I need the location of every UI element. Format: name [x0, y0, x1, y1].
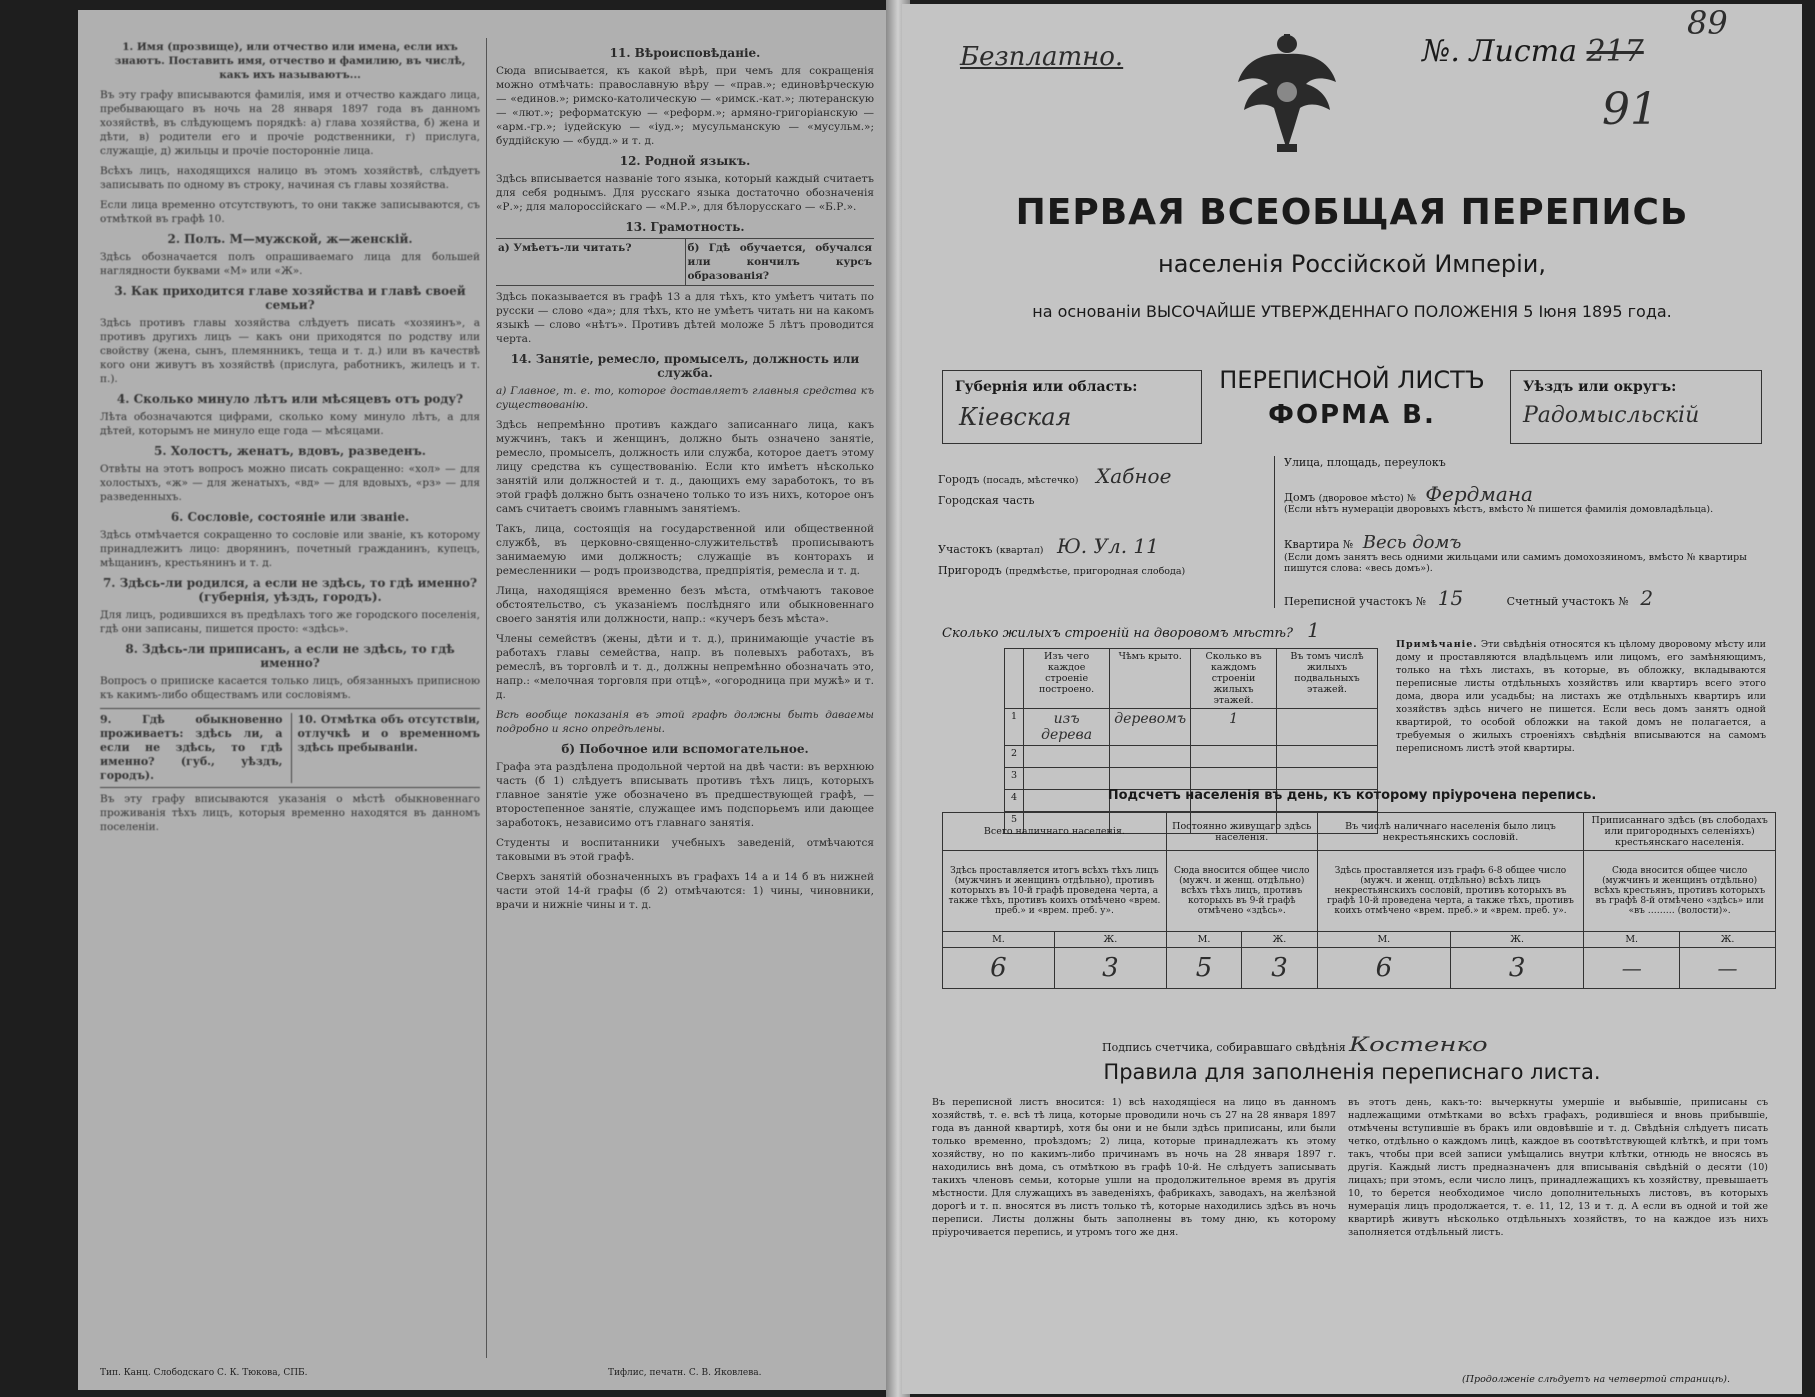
table-cell: Сюда вносится общее число (мужчинъ и женщинъ отдѣльно) всѣхъ крестьянъ, противъ которыхъ въ графѣ 8-й отмѣчено «здѣсь» или «въ ……… (волости)».: [1584, 851, 1776, 932]
table-row: [1005, 709, 1378, 746]
table-cell: —: [1584, 948, 1680, 989]
left-paragraph: Для лицъ, родившихся въ предѣлахъ того же городского поселенія, гдѣ они записаны, пишется просто: «здѣсь».: [100, 609, 480, 635]
city-hint: (посадъ, мѣстечко): [982, 475, 1079, 486]
uezd-value: Радомысльскій: [1523, 403, 1700, 428]
left-paragraph: Всѣ вообще показанія въ этой графѣ должны быть даваемы подробно и ясно опредѣлены.: [496, 709, 874, 735]
left-paragraph: Отвѣты на этотъ вопросъ можно писать сокращенно: «хол» — для холостыхъ, «ж» — для женатыхъ, «вд» — для вдовыхъ, «рз» — для разведенныхъ.: [100, 463, 480, 503]
table-cell: 3: [1054, 948, 1166, 989]
free-label: Безплатно.: [960, 42, 1124, 72]
left-heading: 9. Гдѣ обыкновенно проживаетъ: здѣсь ли, а если не здѣсь, то гдѣ именно? (губ., уѣздъ, городъ).: [100, 713, 283, 782]
left-heading: 7. Здѣсь-ли родился, а если не здѣсь, то гдѣ именно? (губернія, уѣздъ, городъ).: [102, 576, 478, 604]
district-value: Ю. Ул. 11: [1056, 534, 1159, 558]
column-divider: [486, 38, 487, 1358]
left-paragraph: Сюда вписывается, къ какой вѣрѣ, при чемъ для сокращенія можно отмѣчать: православную вѣру — «прав.»; единовѣрческую — «единов.»; римско-католическую — «римск.-кат.»; лютеранскую — «лют.»; реформатскую — «реформ.»; армяно-григоріанскую — «арм.-гр.»; іудейскую — «іуд.»; мусульманскую — «мусульм.»; буддійскую — «будд.» и т. д.: [496, 65, 874, 147]
left-page: [78, 10, 898, 1390]
left-paragraph: Лица, находящіяся временно безъ мѣста, отмѣчаютъ таковое обстоятельство, съ указаніемъ послѣдняго или обыкновеннаго своего занятія или должности, напр.: «кучеръ безъ мѣста».: [496, 585, 874, 625]
table-cell: [1276, 709, 1377, 746]
signature-label: Подпись счетчика, собиравшаго свѣдѣнія: [1102, 1041, 1346, 1054]
guberniya-value: Кіевская: [959, 403, 1072, 431]
table-row: [1005, 768, 1378, 790]
handwritten-number: 91: [1602, 84, 1658, 135]
male-header: М.: [1584, 932, 1680, 948]
buildings-value: 1: [1307, 618, 1320, 642]
suburb-field: [938, 564, 1185, 577]
guberniya-box: [942, 370, 1202, 444]
corner-handwritten-number: 89: [1687, 4, 1728, 42]
row-number: 5: [1005, 812, 1024, 834]
table-cell: [1110, 746, 1191, 768]
sheet-number: 217: [1586, 34, 1644, 69]
left-paragraph: Здѣсь противъ главы хозяйства слѣдуетъ писать «хозяинъ», а противъ другихъ лицъ — какъ они приходятся по родству или свойству (жена, сынъ, племянникъ, теща и т. д.) или въ качествѣ кого они живутъ въ хозяйствѣ (прислуга, работникъ, жилецъ и т. п.).: [100, 317, 480, 385]
table-cell: 6: [1317, 948, 1450, 989]
right-page: [902, 4, 1802, 1394]
left-heading: 6. Сословіе, состояніе или званіе.: [170, 510, 410, 524]
house-field: [1284, 482, 1774, 506]
left-heading: а) Умѣетъ-ли читать?: [498, 242, 632, 254]
table-row: [1005, 746, 1378, 768]
left-heading: б) Побочное или вспомогательное.: [561, 742, 809, 756]
census-district-value: 15: [1437, 586, 1464, 610]
left-paragraph: Здѣсь отмѣчается сокращенно то сословіе или званіе, къ которому принадлежитъ лицо: дворянинъ, почетный гражданинъ, купецъ, мѣщанинъ, крестьянинъ и т. д.: [100, 529, 480, 569]
census-basis: на основаніи ВЫСОЧАЙШЕ УТВЕРЖДЕННАГО ПОЛОЖЕНІЯ 5 Іюня 1895 года.: [1032, 302, 1672, 321]
left-paragraph: Графа эта раздѣлена продольной чертой на двѣ части: въ верхнюю часть (б 1) слѣдуетъ вписывать противъ тѣхъ лицъ, которыхъ главное занятіе уже обозначено въ предшествующей графѣ, — второстепенное занятіе, служащее имъ подспорьемъ или дающее заработокъ, независимо отъ главнаго занятія.: [496, 761, 874, 829]
form-title-block: [1202, 366, 1502, 430]
count-district-label: Счетный участокъ №: [1506, 595, 1629, 608]
table-row: [943, 948, 1776, 989]
left-heading: 2. Полъ. М—мужской, ж—женскій.: [167, 232, 413, 246]
table-cell: [1024, 746, 1110, 768]
flat-note: (Если домъ занятъ весь одними жильцами или самимъ домохозяиномъ, вмѣсто № квартиры пишутся слова: «весь домъ»).: [1284, 552, 1747, 574]
sheet-label: №. Листа: [1422, 34, 1577, 69]
guberniya-label: Губернія или область:: [955, 379, 1138, 395]
form-letter: ФОРМА В.: [1268, 400, 1436, 430]
census-district-label: Переписной участокъ №: [1284, 595, 1427, 608]
district-hint: (квартал): [996, 545, 1044, 556]
left-paragraph: Лѣта обозначаются цифрами, сколько кому минуло лѣтъ, а для дѣтей, которымъ не минуло еще года — мѣсяцами.: [100, 411, 480, 437]
table-row: [943, 932, 1776, 948]
left-footer-1: Тип. Канц. Слободскаго С. К. Тюкова, СПБ.: [100, 1368, 308, 1378]
female-header: Ж.: [1242, 932, 1317, 948]
table-header-cell: Чѣмъ крыто.: [1110, 649, 1191, 709]
buildings-table: [1004, 648, 1378, 834]
table-cell: 1: [1191, 709, 1277, 746]
buildings-question-row: [942, 618, 1320, 642]
table-header-cell: Сколько въ каждомъ строеніи жилыхъ этажей.: [1191, 649, 1277, 709]
flat-label: Квартира №: [1284, 538, 1354, 551]
table-cell: Здѣсь проставляется итогъ всѣхъ тѣхъ лицъ (мужчинъ и женщинъ отдѣльно), противъ которыхъ въ 10-й графѣ проведена черта, а также тѣхъ, противъ коихъ отмѣчено «врем. преб.» и «врем. преб. у».: [943, 851, 1167, 932]
left-heading: 4. Сколько минуло лѣтъ или мѣсяцевъ отъ роду?: [116, 392, 464, 406]
table-cell: [1024, 768, 1110, 790]
table-cell: 3: [1450, 948, 1583, 989]
census-district-field: [1284, 586, 1774, 610]
male-header: М.: [1317, 932, 1450, 948]
left-heading: 11. Вѣроисповѣданіе.: [609, 46, 761, 60]
left-heading: 13. Грамотность.: [625, 220, 745, 234]
table-cell: Сюда вносится общее число (мужч. и женщ. отдѣльно) всѣхъ тѣхъ лицъ, противъ которыхъ въ 9-й графѣ отмѣчено «здѣсь».: [1166, 851, 1317, 932]
table-header-row: [943, 813, 1776, 851]
left-paragraph: Здѣсь вписывается названіе того языка, который каждый считаетъ для себя роднымъ. Для русскаго языка достаточно обозначенія «Р.»; для малороссійскаго — «М.Р.», для бѣлорусскаго — «Б.Р.».: [496, 173, 874, 213]
male-header: М.: [1166, 932, 1241, 948]
buildings-note: [1396, 638, 1766, 755]
city-field: [938, 464, 1268, 488]
address-divider: [1274, 456, 1275, 608]
flat-value: Весь домъ: [1362, 532, 1462, 553]
table-cell: [1276, 768, 1377, 790]
left-paragraph: Здѣсь непремѣнно противъ каждаго записаннаго лица, какъ мужчинъ, такъ и женщинъ, должно быть означено занятіе, ремесло, промыселъ, должность или служба, которое даетъ этому лицу средства къ существованію. Если кто имѣетъ нѣсколько занятій или должностей и т. д., дающихъ ему заработокъ, то въ этой графѣ должно быть означено только то изъ нихъ, которое онъ самъ считаетъ своимъ главнымъ занятіемъ.: [496, 419, 874, 515]
rules-continuation: (Продолженіе слѣдуетъ на четвертой страницѣ).: [1462, 1374, 1730, 1385]
buildings-question: Сколько жилыхъ строеній на дворовомъ мѣстѣ?: [942, 626, 1293, 641]
table-cell: 6: [943, 948, 1055, 989]
left-intro: 1. Имя (прозвище), или отчество или имена, если ихъ знаютъ. Поставить имя, отчество и фамилию, въ числѣ, какъ ихъ называютъ...: [114, 41, 466, 81]
table-cell: —: [1680, 948, 1776, 989]
left-column-2: [496, 40, 874, 918]
house-hint: (дворовое мѣсто) №: [1318, 493, 1416, 504]
table-header-cell: Изъ чего каждое строеніе построено.: [1024, 649, 1110, 709]
left-paragraph: Всѣхъ лицъ, находящихся налицо въ этомъ хозяйствѣ, слѣдуетъ записывать по одному въ строку, начиная съ главы хозяйства.: [100, 165, 480, 191]
female-header: Ж.: [1450, 932, 1583, 948]
table-header-cell: [1005, 649, 1024, 709]
left-paragraph: а) Главное, т. е. то, которое доставляетъ главныя средства къ существованію.: [496, 385, 874, 411]
signature-row: [1102, 1032, 1488, 1056]
row-number: 3: [1005, 768, 1024, 790]
male-header: М.: [943, 932, 1055, 948]
street-label: Улица, площадь, переулокъ: [1284, 456, 1446, 469]
table-cell: 3: [1242, 948, 1317, 989]
count-district-value: 2: [1640, 586, 1654, 610]
table-cell: [1110, 768, 1191, 790]
left-paragraph: Здѣсь обозначается полъ опрашиваемаго лица для большей наглядности буквами «М» или «Ж».: [100, 251, 480, 277]
note-text: Эти свѣдѣнія относятся къ цѣлому дворовому мѣсту или дому и проставляются владѣльцемъ или лицомъ, его замѣняющимъ, только на тѣхъ листахъ, въ которые, въ обложку, вкладываются переписные листы отдѣльныхъ хозяйствъ или квартиръ всего этого дома, двора или усадьбы; на листахъ же отдѣльныхъ квартиръ или хозяйствъ здѣсь ничего не пишется. Если весь домъ занятъ одной квартирой, то особой обложки на такой домъ не полагается, а требуемыя о жилыхъ строеніяхъ свѣдѣнія вписываются на самомъ переписномъ листѣ этой квартиры.: [1396, 639, 1766, 754]
left-paragraph: Въ эту графу вписываются фамилія, имя и отчество каждаго лица, пребывающаго въ ночь на 28 января 1897 года въ данномъ хозяйствѣ, въ слѣдующемъ порядкѣ: а) глава хозяйства, б) жена и дѣти, в) родители его и прочіе родственники, г) прислуга, служащіе, д) жильцы и прочіе посторонніе лица.: [100, 89, 480, 157]
left-heading: 14. Занятіе, ремесло, промыселъ, должность или служба.: [510, 352, 860, 380]
flat-field: [1284, 532, 1461, 553]
house-note: (Если нѣтъ нумераціи дворовыхъ мѣстъ, вмѣсто № пишется фамилія домовладѣльца).: [1284, 504, 1714, 515]
table-cell: Здѣсь проставляется изъ графъ 6-8 общее число (мужч. и женщ. отдѣльно) всѣхъ лицъ некрестьянскихъ сословій, противъ которыхъ въ графѣ 10-й проведена черта, а также тѣхъ, противъ коихъ отмѣчено «врем. преб.» и «врем. преб. у».: [1317, 851, 1584, 932]
population-table: [942, 812, 1776, 989]
left-heading: б) Гдѣ обучается, обучался или кончилъ курсъ образованія?: [685, 239, 875, 285]
left-column-1: [100, 40, 480, 840]
left-heading: 5. Холостъ, женатъ, вдовъ, разведенъ.: [154, 444, 426, 458]
left-heading: 12. Родной языкъ.: [619, 154, 751, 168]
house-value: Фердмана: [1425, 482, 1533, 506]
rules-left-column: Въ переписной листъ вносится: 1) всѣ находящіеся на лицо въ данномъ хозяйствѣ, т. е. всѣ тѣ лица, которые проводили ночь съ 27 на 28 января 1897 года въ данной квартирѣ, хотя бы они и не были здѣсь приписаны, или были только временно, проѣздомъ; 2) лица, которые принадлежатъ къ этому хозяйству, но по какимъ-либо причинамъ въ ночь на 28 января 1897 г. находились внѣ дома, съ отмѣткою въ графѣ 10-й. Не слѣдуетъ записывать такихъ членовъ семьи, которые ушли на продолжительное время въ другія мѣстности. Для служащихъ въ заведеніяхъ, фабрикахъ, заводахъ, на желѣзной дорогѣ и т. п. вносятся въ листъ только тѣ, которые находились здѣсь въ ночь переписи. Листы должны быть заполнены въ тому дню, къ которому пріурочивается перепись, и утромъ того же дня.: [932, 1097, 1336, 1238]
signature-value: Костенко: [1349, 1032, 1488, 1056]
sheet-number-label: [1422, 34, 1644, 69]
left-paragraph: Такъ, лица, состоящія на государственной или общественной службѣ, въ церковно-священно-служительствѣ прописываютъ занимаемую ими должность; служащіе въ конторахъ и ремесленники — родъ производства, предпріятія, ремесла и т. д.: [496, 523, 874, 577]
city-value: Хабное: [1095, 464, 1172, 488]
row-number: 4: [1005, 790, 1024, 812]
census-title: ПЕРВАЯ ВСЕОБЩАЯ ПЕРЕПИСЬ: [1015, 192, 1689, 233]
table-header-cell: Приписаннаго здѣсь (въ слободахъ или пригородныхъ селеніяхъ) крестьянскаго населенія.: [1584, 813, 1776, 851]
female-header: Ж.: [1680, 932, 1776, 948]
house-label: Домъ: [1284, 491, 1316, 504]
table-row: [943, 851, 1776, 932]
census-subtitle: населенія Россійской Имперіи,: [1158, 250, 1546, 278]
row-number: 2: [1005, 746, 1024, 768]
city-label: Городъ: [938, 473, 980, 486]
left-paragraph: Въ эту графу вписываются указанія о мѣстѣ обыкновеннаго проживанія тѣхъ лицъ, которыя временно находятся въ данномъ поселеніи.: [100, 793, 480, 833]
left-heading: 10. Отмѣтка объ отсутствіи, отлучкѣ и о временномъ здѣсь пребываніи.: [291, 713, 481, 783]
form-title: ПЕРЕПИСНОЙ ЛИСТЪ: [1219, 366, 1485, 394]
note-label: Примѣчаніе.: [1396, 639, 1478, 650]
table-header-cell: Въ числѣ наличнаго населенія было лицъ некрестьянскихъ сословій.: [1317, 813, 1584, 851]
imperial-eagle-emblem: [1232, 32, 1342, 162]
rules-title: Правила для заполненія переписнаго листа.: [1103, 1060, 1601, 1084]
rules-right-column: въ этотъ день, какъ-то: вычеркнуты умершіе и выбывшіе, приписаны съ надлежащими отмѣтками во всѣхъ графахъ, родившіеся и вновь прибывшіе, отмѣчены вступившіе въ бракъ или овдовѣвшіе и т. д. Свѣдѣнія слѣдуетъ писать четко, отдѣльно о каждомъ лицѣ, каждое въ соотвѣтствующей клѣткѣ, и при томъ такъ, чтобы при всей записи умѣщались внутри клѣтки, отнюдь не вносясь въ другія. Каждый листъ предназначенъ для вписыванія свѣдѣній о десяти (10) лицахъ; при этомъ, если число лицъ, принадлежащихъ къ хозяйству, превышаетъ 10, то берется необходимое число дополнительныхъ листовъ, въ которыхъ нумерація лицъ продолжается, т. е. 11, 12, 13 и т. д. А если въ одной и той же квартирѣ живутъ нѣсколько отдѣльныхъ хозяйствъ, то на каждое изъ нихъ заполняется отдѣльный листъ.: [1348, 1097, 1768, 1238]
table-cell: [1191, 746, 1277, 768]
table-cell: [1276, 746, 1377, 768]
table-cell: деревомъ: [1110, 709, 1191, 746]
table-cell: 5: [1166, 948, 1241, 989]
left-paragraph: Сверхъ занятій обозначенныхъ въ графахъ 14 а и 14 б въ нижней части этой 14-й графы (б 2) отмѣчаются: 1) чины, чиновники, врачи и нижніе чины и т. д.: [496, 871, 874, 911]
left-paragraph: Здѣсь показывается въ графѣ 13 а для тѣхъ, кто умѣетъ читать по русски — слово «да»; для тѣхъ, кто не умѣетъ читать ни на какомъ языкѣ — слово «нѣтъ». Противъ дѣтей моложе 5 лѣтъ проводится черта.: [496, 291, 874, 345]
suburb-label: Пригородъ: [938, 564, 1002, 577]
population-title: Подсчетъ населенія въ день, къ которому пріурочена перепись.: [1107, 788, 1597, 803]
uezd-box: [1510, 370, 1762, 444]
left-paragraph: Вопросъ о приписке касается только лицъ, обязанныхъ приписною къ какимъ-либо обществамъ или сословіямъ.: [100, 675, 480, 701]
table-header-cell: Постоянно живущаго здѣсь населенія.: [1166, 813, 1317, 851]
uezd-label: Уѣздъ или округъ:: [1523, 379, 1677, 395]
table-header-cell: Въ томъ числѣ жилыхъ подвальныхъ этажей.: [1276, 649, 1377, 709]
left-paragraph: Члены семействъ (жены, дѣти и т. д.), принимающіе участіе въ работахъ главы семейства, напр. въ полевыхъ работахъ, въ ремеслѣ, въ торговлѣ и т. д., должны непремѣнно обозначать это, напр.: «мелочная торговля при отцѣ», «огородница при мужѣ» и т. д.: [496, 633, 874, 701]
district-label: Участокъ: [938, 543, 993, 556]
table-cell: изъ дерева: [1024, 709, 1110, 746]
suburb-hint: (предмѣстье, пригородная слобода): [1005, 566, 1186, 577]
left-heading: 3. Как приходится главе хозяйства и главѣ своей семьи?: [114, 284, 466, 312]
table-header-cell: Всего наличнаго населенія.: [943, 813, 1167, 851]
female-header: Ж.: [1054, 932, 1166, 948]
left-paragraph: Студенты и воспитанники учебныхъ заведеній, отмѣчаются таковыми въ этой графѣ.: [496, 837, 874, 863]
left-heading: 8. Здѣсь-ли приписанъ, а если не здѣсь, то гдѣ именно?: [125, 642, 455, 670]
part-label: Городская часть: [938, 494, 1035, 507]
left-footer-2: Тифлис, печатн. С. В. Яковлева.: [608, 1368, 762, 1378]
table-header-row: [1005, 649, 1378, 709]
district-field: [938, 534, 1268, 558]
left-paragraph: Если лица временно отсутствуютъ, то они также записываются, съ отмѣткой въ графѣ 10.: [100, 199, 480, 225]
table-cell: [1191, 768, 1277, 790]
row-number: 1: [1005, 709, 1024, 746]
